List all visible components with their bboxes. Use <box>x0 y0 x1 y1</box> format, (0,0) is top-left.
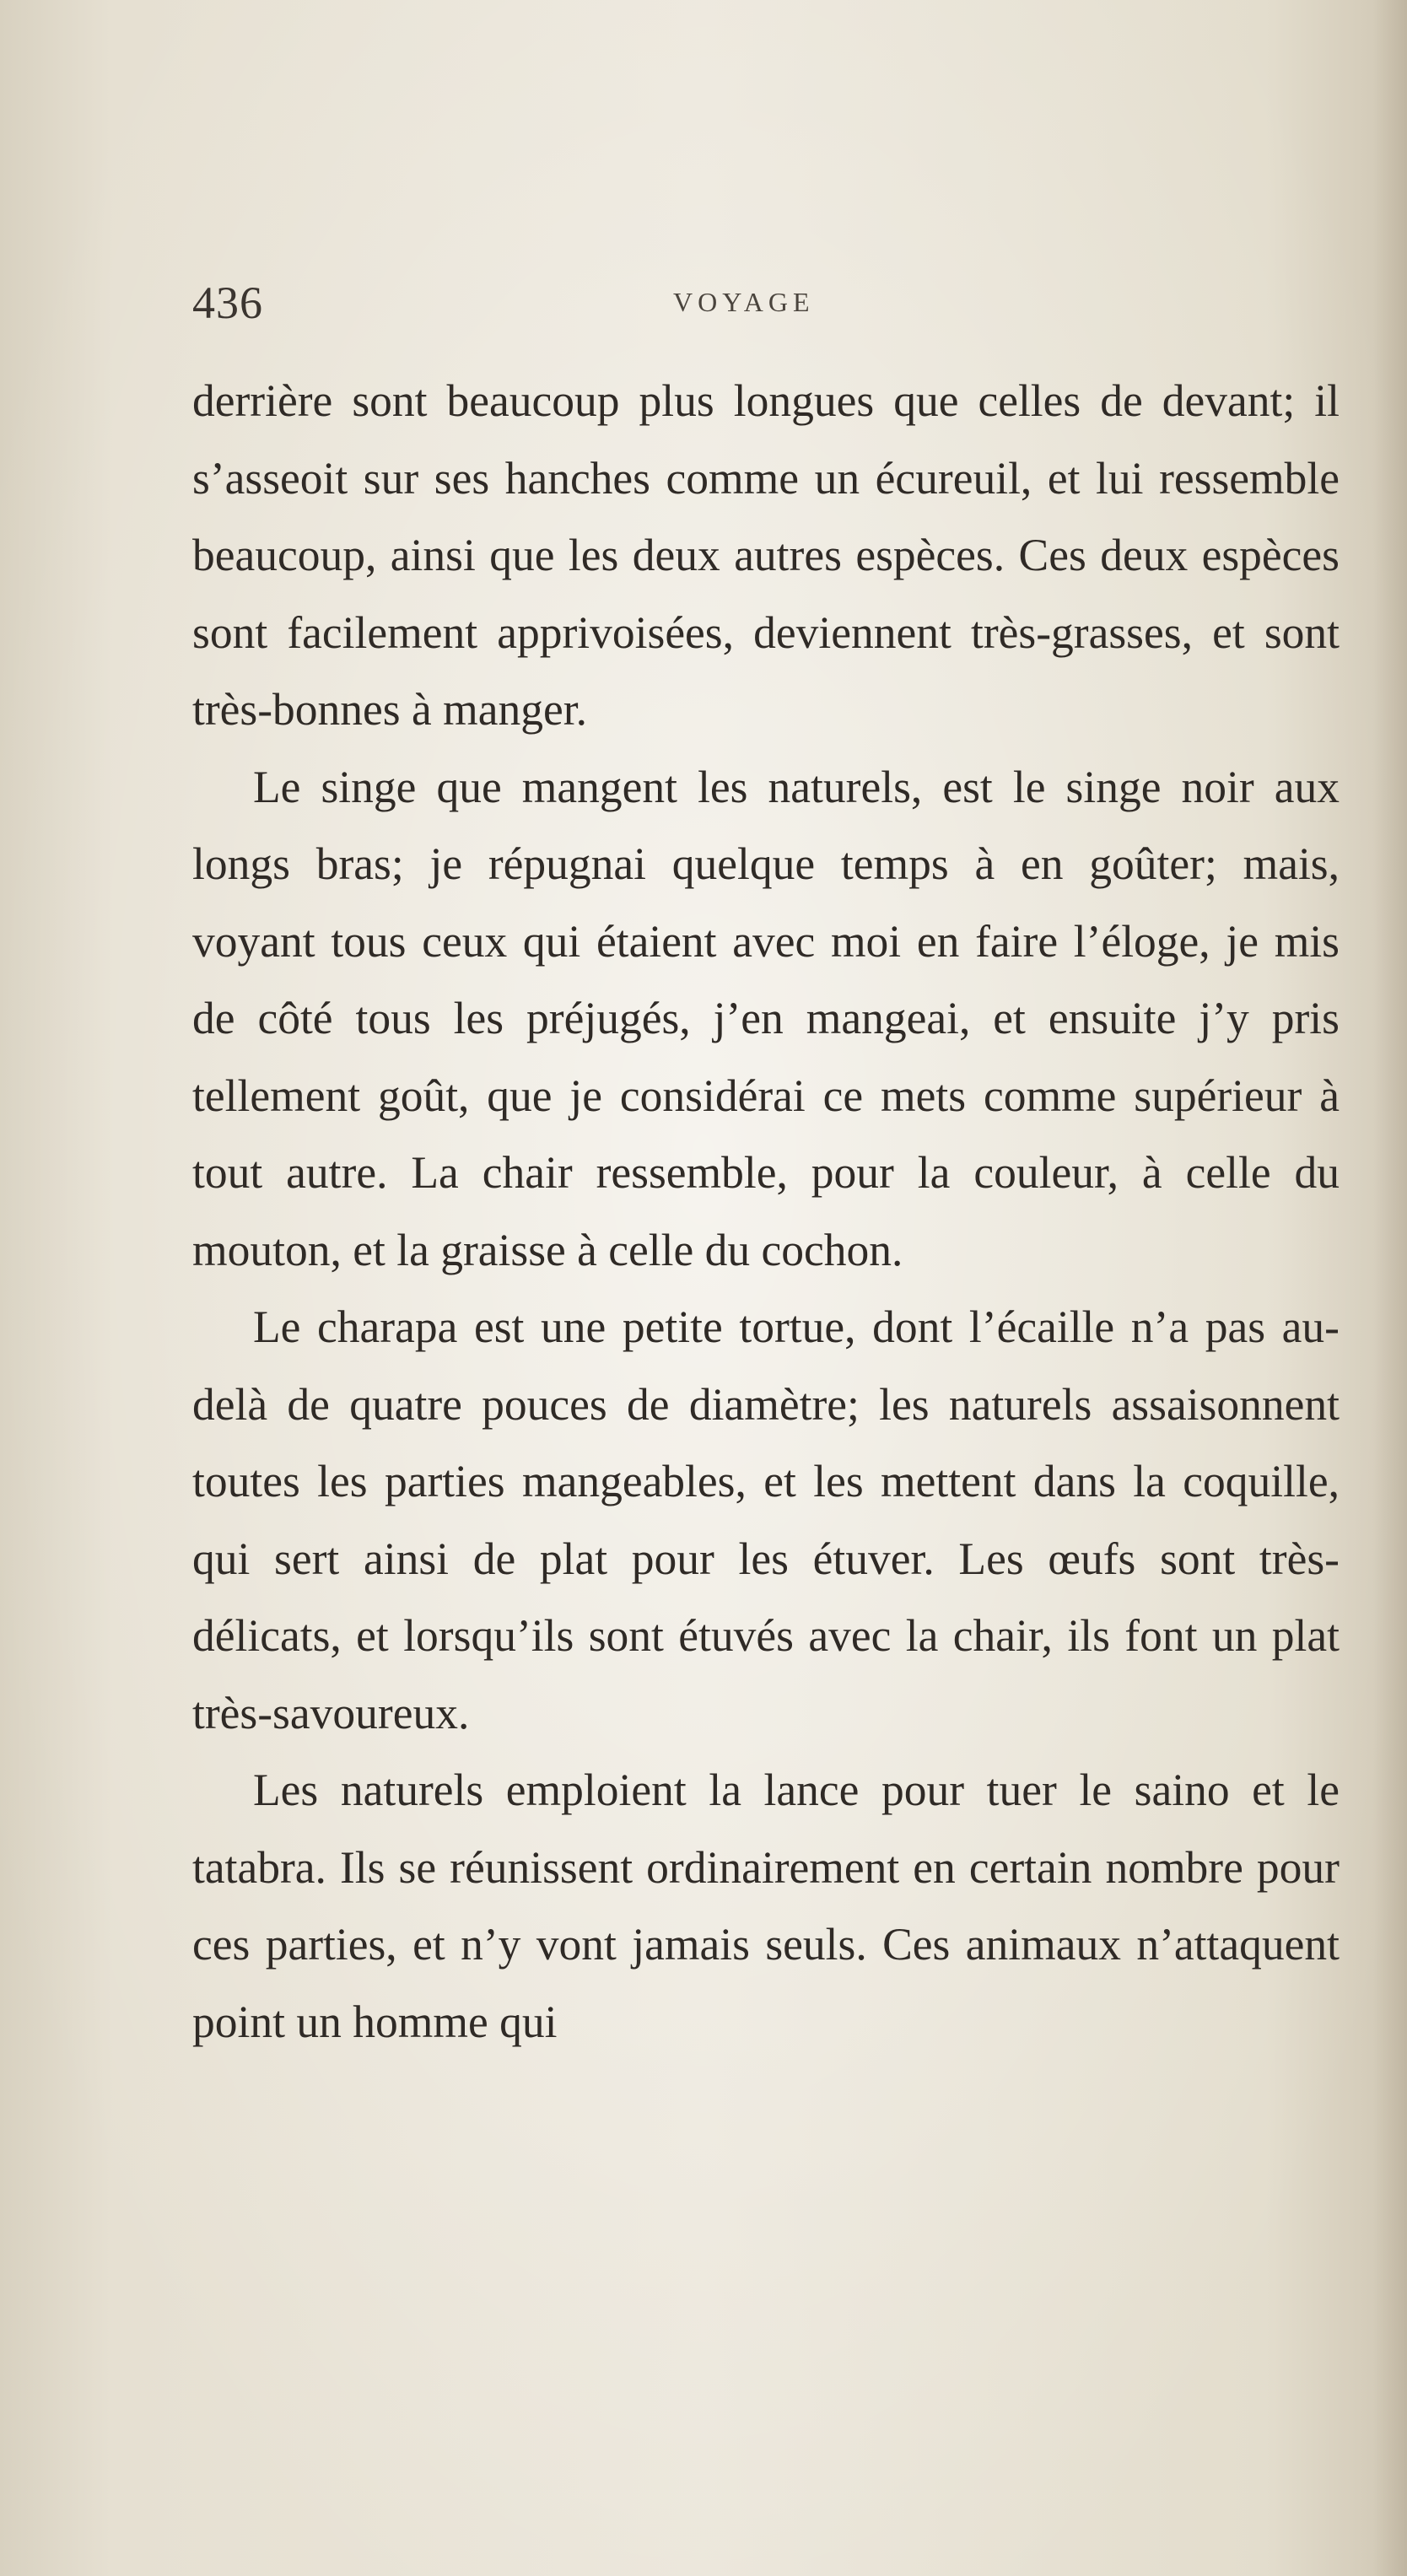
page-header <box>192 277 1340 344</box>
running-head: VOYAGE <box>673 287 815 317</box>
paragraph-continuation: derrière sont beaucoup plus longues que celles de devant; il s’asseoit sur ses hanches comme un écureuil, et lui ressemble beaucoup, ainsi que les deux autres espèces. Ces deux espèces sont facilement apprivoisées, deviennent très-grasses, et sont très-bonnes à manger. <box>192 375 1340 735</box>
paragraph-singe: Le singe que mangent les naturels, est le singe noir aux longs bras; je répugnai quelque temps à en goûter; mais, voyant tous ceux qui étaient avec moi en faire l’éloge, je mis de côté tous les préjugés, j’en mangeai, et ensuite j’y pris tellement goût, que je considérai ce mets comme supérieur à tout autre. La chair ressemble, pour la couleur, à celle du mouton, et la graisse à celle du cochon. <box>192 761 1340 1275</box>
body-text <box>192 363 1340 2061</box>
paragraph-naturels: Les naturels emploient la lance pour tuer le saino et le tatabra. Ils se réunissent ordinairement en certain nombre pour ces parties, et n’y vont jamais seuls. Ces animaux n’attaquent point un homme qui <box>192 1765 1340 2047</box>
paragraph-charapa: Le charapa est une petite tortue, dont l’écaille n’a pas au-delà de quatre pouces de diamètre; les naturels assaisonnent toutes les parties mangeables, et les mettent dans la coquille, qui sert ainsi de plat pour les étuver. Les œufs sont très-délicats, et lorsqu’ils sont étuvés avec la chair, ils font un plat très-savoureux. <box>192 1301 1340 1738</box>
page-number: 436 <box>192 278 263 328</box>
